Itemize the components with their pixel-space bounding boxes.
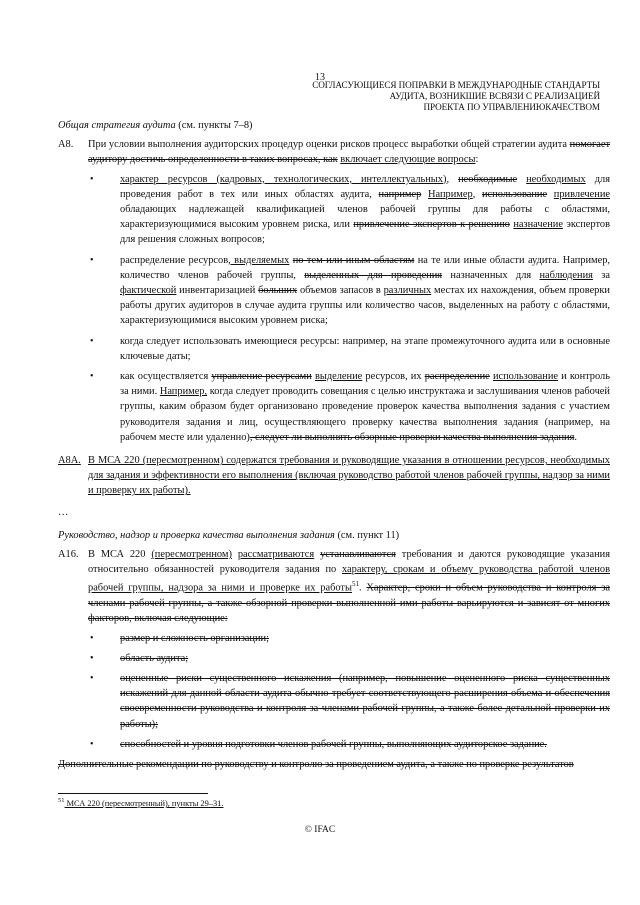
header-line-2: АУДИТА, ВОЗНИКШИЕ ВСВЯЗИ С РЕАЛИЗАЦИЕЙ [389,91,600,101]
deleted-text: , следует ли выполнять обзорные проверки качества выполнения задания [249,431,575,443]
inserted-text: использование [492,371,559,383]
text-run: обладающих надлежащей квалификацией членов рабочей группы для работы с областями, характеризующимися высоким уровнем риска, или [120,204,610,231]
deleted-text: использование [482,188,548,200]
inserted-text: различных [383,285,432,297]
deleted-text: выделенных для проведения [304,269,443,281]
list-item-text: размер и сложность организации; [120,632,269,644]
bullet-icon: • [90,335,94,347]
text-run: . [574,431,577,443]
deleted-text: необходимые [458,173,518,185]
inserted-text: назначение [513,219,563,231]
bullet-icon: • [90,672,94,684]
text-run: на те или иные области аудита. Например, количество членов рабочей группы, [120,254,611,281]
page-footer: © IFAC [304,825,336,835]
inserted-text: наблюдения [539,269,593,281]
list-item-text [120,172,610,248]
deleted-text: больших [258,285,298,297]
list-item-text: область аудита; [120,652,189,664]
inserted-text: включает следующие вопросы [340,154,476,166]
deleted-text: привлечение экспертов к решению [353,219,510,231]
inserted-text: Например [428,188,473,200]
text-run: инвентаризацией [176,285,259,297]
paragraph-a8a [58,453,610,499]
text-run: и контроль за ними. [120,371,610,398]
list-item [58,737,610,752]
footnote-divider [58,793,208,794]
header-line-3: ПРОЕКТА ПО УПРАВЛЕНИЮКАЧЕСТВОМ [423,102,600,112]
paragraph-a8 [58,137,610,167]
list-item [58,334,610,364]
paragraph-text [88,547,610,626]
bullet-icon: • [90,632,94,644]
text-run: распределение ресурсов [120,254,229,266]
text-run: ресурсов, их [362,371,425,383]
bullet-icon: • [90,652,94,664]
text-run [421,189,428,200]
text-run: когда следует проводить совещания с целью инструктажа и заслушивания членов рабочей группы, каким образом будет организовано проведение проверок качества выполнения задания с участием руководителя задания и лиц, осуществляющего проверку качества выполнения задания (например, на рабочем месте или удаленно) [120,386,610,443]
inserted-text: характер ресурсов (кадровых, технологических, интеллектуальных) [120,173,447,185]
deleted-closing-line: Дополнительные рекомендации по руководству и контролю за проведением аудита, а также по проверке результатов [58,758,574,770]
list-item-text: способностей и уровня подготовки членов рабочей группы, выполняющих аудиторское задание. [120,738,547,750]
inserted-text: Например, [159,386,208,398]
running-header [270,80,600,113]
bullet-icon: • [90,254,94,266]
bullet-list-deleted [58,631,610,752]
footnote-text: МСА 220 (пересмотренный), пункты 29–31. [64,798,224,808]
text-run: для проведения работ в тех или иных областях аудита, [120,173,610,200]
text-run: местах их нахождения, объем проверки работы других аудиторов в случае аудита группы или количество часов, выделенных на работу с областями, характеризующимися высоким уровнем риска; [120,285,610,327]
list-item-text: оцененные риски существенного искажения (например, повышение оцененного риска существенных искажений для данной области аудита обычно требует соответствующего расширения объема и обеспечения своевременности руководства и контроля за членами рабочей группы, а также более детальной проверки их работы); [120,672,610,730]
section-title: Руководство, надзор и проверка качества выполнения задания [58,529,335,541]
deleted-text: устанавливаются [320,549,396,561]
text-run: экспертов для решения сложных вопросов; [120,219,610,246]
deleted-text: по тем или иным областям [292,254,415,266]
list-item [58,651,610,666]
paragraph-a16 [58,547,610,626]
section-ref: (см. пункты 7–8) [175,120,253,131]
inserted-text: рассматриваются [237,549,315,561]
text-run: В МСА 220 [88,549,152,561]
text-run [547,189,554,200]
list-item [58,631,610,646]
text-run: как осуществляется [120,371,212,383]
list-item-text: когда следует использовать имеющиеся ресурсы: например, на этапе промежуточного аудита или в основные ключевые даты; [120,335,610,362]
list-item [58,253,610,329]
text-run: , [472,188,482,200]
text-run: . [358,582,367,594]
inserted-text: характеру, срокам и объему руководства работой членов рабочей группы, надзора за ними и проверке их работы [88,564,610,594]
inserted-text: необходимых [526,173,586,185]
deleted-text: например [378,188,422,200]
bullet-icon: • [90,738,94,750]
document-body [58,118,610,772]
text-run: , [446,173,459,185]
inserted-text: привлечение [553,188,610,200]
deleted-text: Характер, сроки и объем руководства и контроля за членами рабочей группы, а также обзорной проверки выполненной ими работы варьируются и зависят от многих факторов, включая следующие: [88,582,610,625]
bullet-list-resources [58,172,610,445]
footnote-reference: 51 [351,580,359,589]
page-number: 13 [315,72,325,83]
ellipsis: … [58,506,69,518]
header-line-1: СОГЛАСУЮЩИЕСЯ ПОПРАВКИ В МЕЖДУНАРОДНЫЕ СТАНДАРТЫ [312,80,600,90]
paragraph-label: A8. [58,139,74,151]
text-run [517,174,526,185]
section-title: Общая стратегия аудита [58,120,176,131]
text-run: требования и даются руководящие указания относительно обязанностей руководителя задания по [88,549,610,576]
text-run: назначенных для [442,269,540,281]
paragraph-label: A16. [58,549,79,561]
list-item [58,172,610,248]
bullet-icon: • [90,173,94,185]
deleted-text: управление ресурсами [211,371,312,383]
list-item [58,369,610,445]
text-run: за [592,269,610,281]
text-run: : [475,154,479,166]
list-item-text [120,253,610,329]
deleted-text: помогает аудитору достичь определенности в таких вопросах, как [88,139,610,166]
inserted-text: выделение [314,371,363,383]
list-item [58,671,610,732]
paragraph-text [88,137,610,167]
section-heading-direction [58,528,610,543]
section-heading-audit-strategy [58,118,610,133]
footnote-number: 51 [58,797,65,804]
footnote [58,797,223,808]
paragraph-text: В МСА 220 (пересмотренном) содержатся требования и руководящие указания в отношении ресурсов, необходимых для задания и эффективности его выполнения (включая руководство работой членов рабочей группы, надзор за ними и проверку их работы). [88,455,610,497]
paragraph-label: A8A. [58,455,81,467]
list-item-text [120,369,610,445]
bullet-icon: • [90,371,94,383]
inserted-text: фактической [120,285,177,297]
text-run: При условии выполнения аудиторских процедур оценки рисков процесс выработки общей стратегии аудита [88,139,570,151]
text-run: объемов запасов в [297,285,384,297]
section-ref: (см. пункт 11) [334,529,400,541]
inserted-text: (пересмотренном) [151,549,232,561]
deleted-text: распределение [424,371,490,383]
inserted-text: , выделяемых [228,254,290,266]
